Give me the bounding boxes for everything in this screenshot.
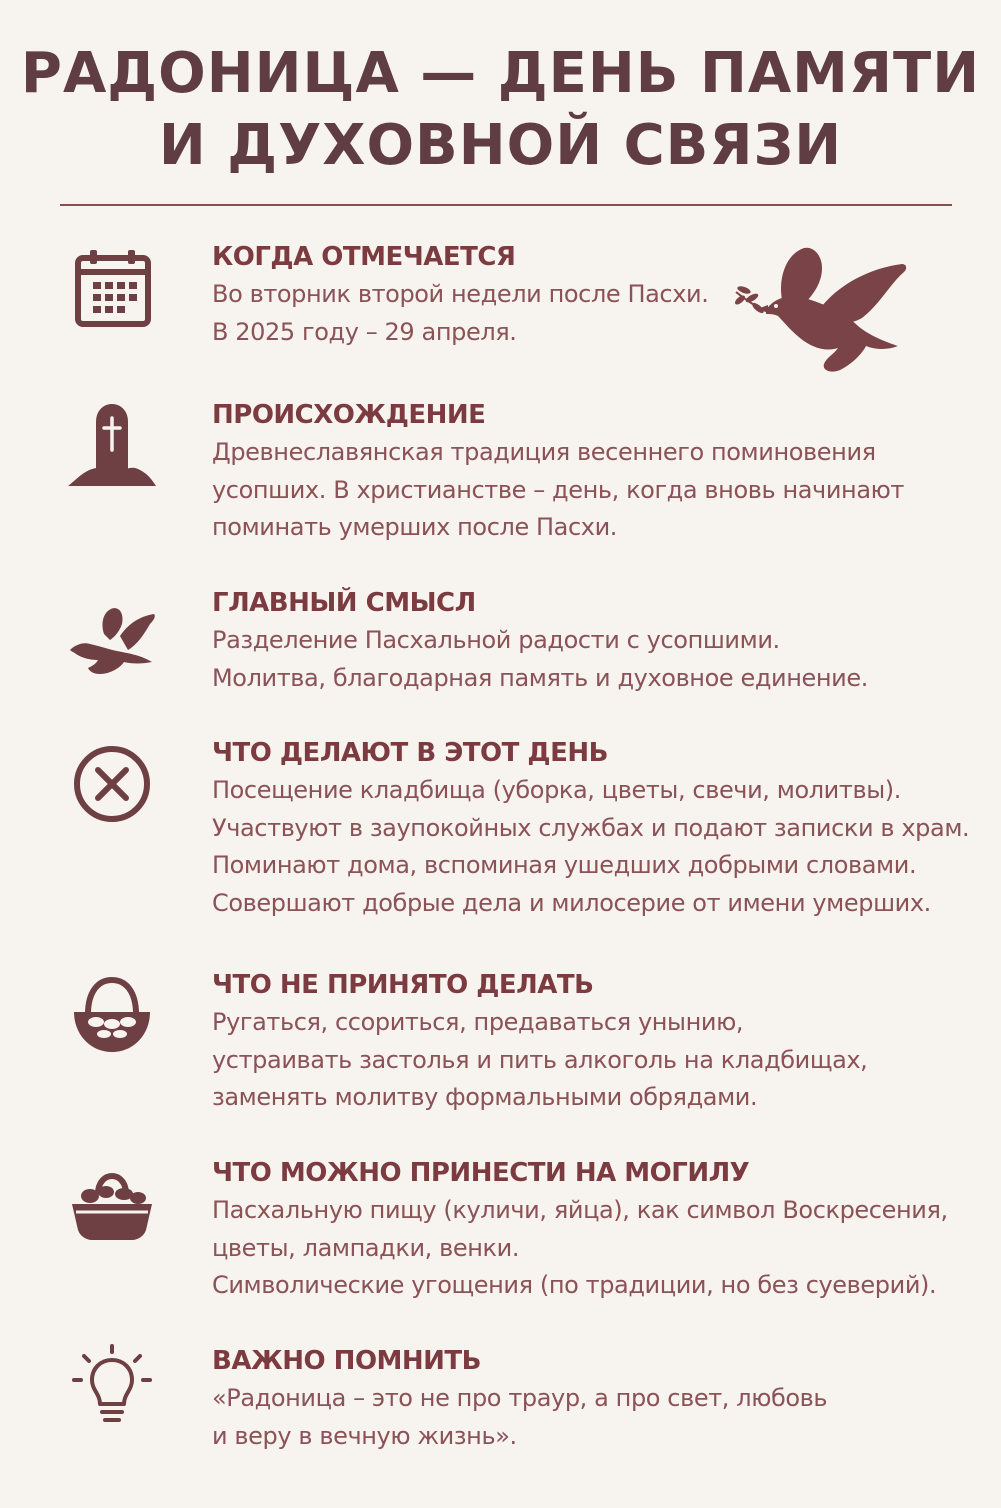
text-line: поминать умерших после Пасхи.	[212, 513, 618, 541]
cross-circle-icon	[66, 738, 158, 830]
text-line: Пасхальную пищу (куличи, яйца), как символ Воскресения,	[212, 1196, 948, 1224]
food-basket-icon	[66, 1156, 158, 1248]
text-line: Поминают дома, вспоминая ушедших добрыми словами.	[212, 851, 917, 879]
text-line: Древнеславянская традиция весеннего поминовения	[212, 438, 876, 466]
section-heading: КОГДА ОТМЕЧАЕТСЯ	[212, 242, 516, 272]
text-line: В 2025 году – 29 апреля.	[212, 317, 517, 346]
section-heading: ЧТО ДЕЛАЮТ В ЭТОТ ДЕНЬ	[212, 738, 608, 768]
section-heading: ВАЖНО ПОМНИТЬ	[212, 1346, 481, 1376]
text-line: усопших. В христианстве – день, когда вновь начинают	[212, 475, 905, 504]
text-line: цветы, лампадки, венки.	[212, 1233, 520, 1262]
text-line: Разделение Пасхальной радости с усопшими.	[212, 626, 780, 654]
section-text	[212, 434, 904, 547]
calendar-icon	[70, 246, 156, 332]
lightbulb-icon	[66, 1344, 158, 1436]
text-line: Молитва, благодарная память и духовное единение.	[212, 663, 868, 692]
section-text	[212, 622, 868, 697]
text-line: Во вторник второй недели после Пасхи.	[212, 280, 709, 308]
text-line: Посещение кладбища (уборка, цветы, свечи, молитвы).	[212, 776, 901, 804]
section-text	[212, 1004, 867, 1117]
title-line-1: РАДОНИЦА — ДЕНЬ ПАМЯТИ	[20, 41, 981, 106]
easter-basket-icon	[66, 972, 158, 1064]
grave-icon	[66, 400, 158, 492]
text-line: «Радоница – это не про траур, а про свет, любовь	[212, 1384, 828, 1412]
dove-with-branch-icon	[730, 242, 910, 382]
section-text	[212, 1192, 948, 1305]
text-line: Совершают добрые дела и милосерие от имени умерших.	[212, 888, 931, 917]
section-text	[212, 1380, 827, 1455]
section-heading: ГЛАВНЫЙ СМЫСЛ	[212, 588, 476, 618]
text-line: Участвуют в заупокойных службах и подают записки в храм.	[212, 813, 970, 842]
text-line: Ругаться, ссориться, предаваться унынию,	[212, 1008, 744, 1036]
dove-icon	[66, 594, 158, 686]
section-text	[212, 772, 969, 922]
text-line: и веру в вечную жизнь».	[212, 1421, 517, 1450]
section-heading: ЧТО НЕ ПРИНЯТО ДЕЛАТЬ	[212, 970, 594, 1000]
text-line: заменять молитву формальными обрядами.	[212, 1083, 758, 1111]
text-line: устраивать застолья и пить алкоголь на кладбищах,	[212, 1045, 868, 1074]
title-line-2: И ДУХОВНОЙ СВЯЗИ	[158, 113, 843, 178]
page-title	[0, 38, 1001, 182]
section-text	[212, 276, 708, 351]
text-line: Символические угощения (по традиции, но без суеверий).	[212, 1271, 937, 1299]
section-heading: ПРОИСХОЖДЕНИЕ	[212, 400, 486, 430]
title-divider	[60, 204, 952, 206]
section-heading: ЧТО МОЖНО ПРИНЕСТИ НА МОГИЛУ	[212, 1158, 750, 1188]
